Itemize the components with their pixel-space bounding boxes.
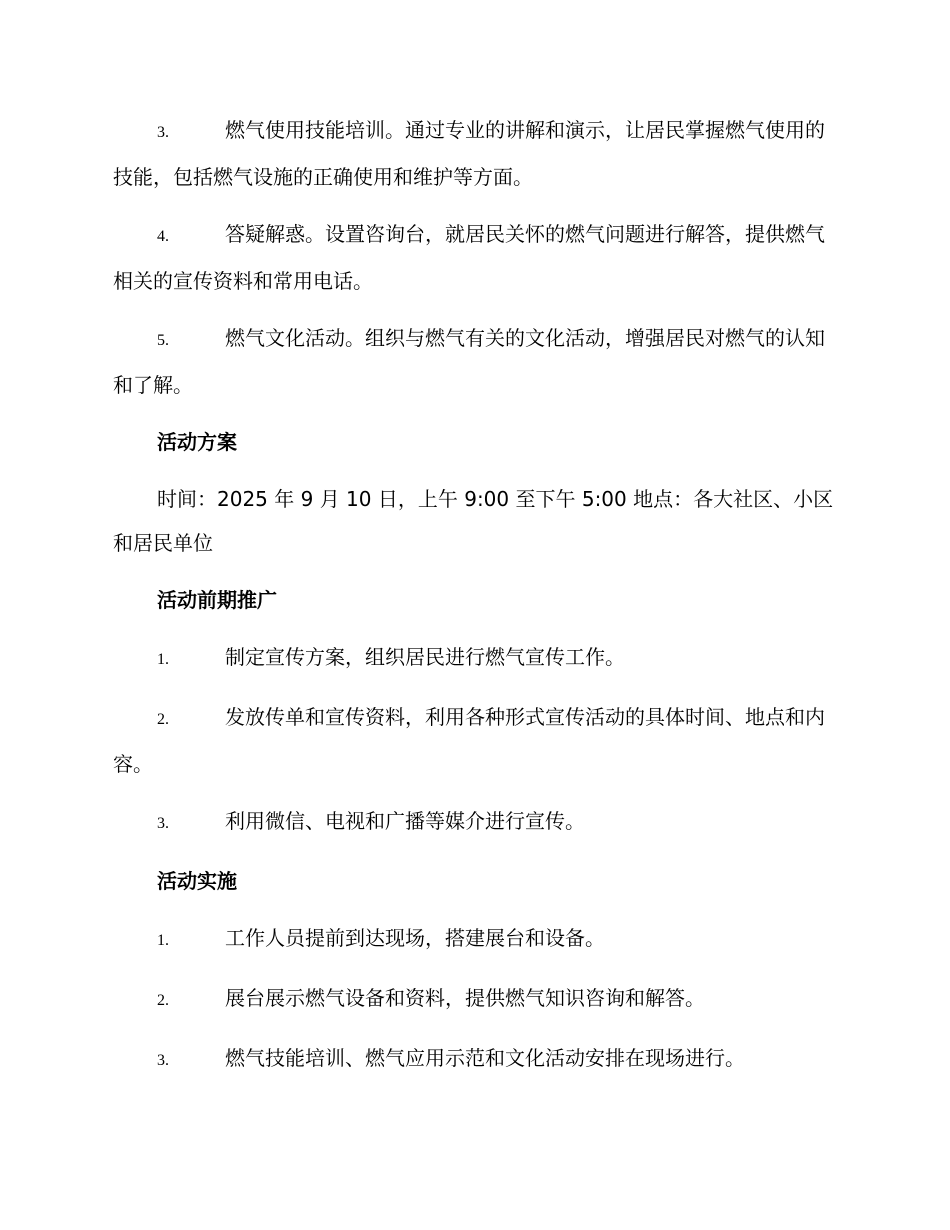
section-heading-plan: 活动方案 [157, 430, 237, 454]
list-item [113, 976, 835, 1023]
list-item [113, 212, 835, 303]
list-item [113, 799, 835, 846]
list-text: 燃气使用技能培训。通过专业的讲解和演示，让居民掌握燃气使用的技能，包括燃气设施的正确使用和维护等方面。 [113, 118, 825, 189]
list-text: 燃气技能培训、燃气应用示范和文化活动安排在现场进行。 [225, 1046, 745, 1070]
list-number: 2. [157, 711, 169, 728]
list-number: 3. [157, 815, 169, 832]
list-number: 2. [157, 992, 169, 1009]
list-number: 3. [157, 124, 169, 141]
list-text: 制定宣传方案，组织居民进行燃气宣传工作。 [225, 645, 625, 669]
list-item [113, 316, 835, 407]
section-heading-promo: 活动前期推广 [157, 588, 277, 612]
list-number: 3. [157, 1052, 169, 1069]
list-number: 1. [157, 932, 169, 949]
list-text: 工作人员提前到达现场，搭建展台和设备。 [225, 926, 605, 950]
list-text: 发放传单和宣传资料，利用各种形式宣传活动的具体时间、地点和内容。 [113, 705, 825, 776]
list-number: 5. [157, 332, 169, 349]
list-number: 4. [157, 228, 169, 245]
time-location-paragraph: 时间：2025 年 9 月 10 日，上午 9:00 至下午 5:00 地点：各大社区、小区和居民单位 [113, 487, 834, 555]
list-text: 燃气文化活动。组织与燃气有关的文化活动，增强居民对燃气的认知和了解。 [113, 326, 825, 397]
list-text: 展台展示燃气设备和资料，提供燃气知识咨询和解答。 [225, 986, 705, 1010]
section-heading-implementation: 活动实施 [157, 869, 237, 893]
list-number: 1. [157, 651, 169, 668]
document-content [113, 108, 835, 1096]
list-item [113, 108, 835, 199]
list-item [113, 695, 835, 786]
list-text: 答疑解惑。设置咨询台，就居民关怀的燃气问题进行解答，提供燃气相关的宣传资料和常用电话。 [113, 222, 825, 293]
list-item [113, 635, 835, 682]
list-text: 利用微信、电视和广播等媒介进行宣传。 [225, 809, 585, 833]
list-item [113, 916, 835, 963]
list-item [113, 1036, 835, 1083]
